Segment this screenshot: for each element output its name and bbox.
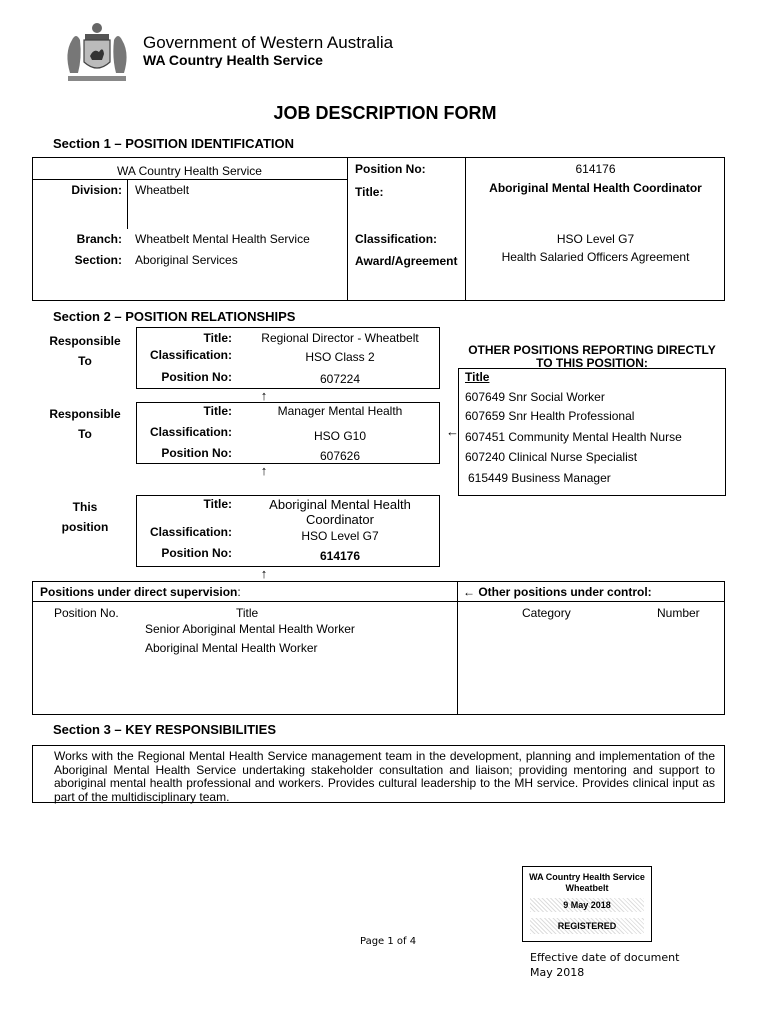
up-arrow-icon: ↑ (260, 566, 268, 581)
responsible-to-1-line2: To (78, 354, 92, 368)
org-value: WA Country Health Service (117, 164, 262, 178)
branch-label: Branch: (76, 232, 122, 246)
classification-value: HSO Level G7 (556, 232, 635, 246)
other-position-item: 607240 Clinical Nurse Specialist (465, 450, 638, 464)
responsible-to-1-line1: Responsible (49, 334, 121, 348)
resp2-pos-label: Position No: (161, 446, 232, 460)
section-value: Aboriginal Services (135, 253, 238, 267)
stamp-status: REGISTERED (557, 921, 617, 931)
this-position-line1: This (72, 500, 98, 514)
classification-label: Classification: (355, 232, 438, 246)
col-number: Number (657, 606, 700, 620)
resp1-title-label: Title: (203, 331, 232, 345)
other-position-item: 607649 Snr Social Worker (465, 390, 605, 404)
other-positions-heading-line1: OTHER POSITIONS REPORTING DIRECTLY (468, 343, 716, 357)
stamp-line1: WA Country Health Service (529, 872, 645, 882)
resp2-class-label: Classification: (149, 425, 232, 439)
effective-date: May 2018 (530, 966, 585, 979)
title-label: Title: (355, 185, 384, 199)
position-no-value: 614176 (575, 162, 616, 176)
resp1-class-label: Classification: (149, 348, 232, 362)
this-pos-value: 614176 (319, 549, 361, 563)
stamp-line2: Wheatbelt (565, 883, 609, 893)
resp1-class-value: HSO Class 2 (305, 350, 375, 364)
section2-heading: Section 2 – POSITION RELATIONSHIPS (53, 309, 296, 324)
supervision-header-divider (32, 601, 725, 602)
resp1-pos-label: Position No: (161, 370, 232, 384)
award-value: Health Salaried Officers Agreement (501, 250, 690, 264)
divider-col3 (465, 157, 466, 301)
other-control-label: ← Other positions under control: (463, 585, 652, 599)
org-name-line1: Government of Western Australia (143, 33, 394, 52)
other-position-item: 607659 Snr Health Professional (465, 409, 635, 423)
wa-crest-logo (58, 18, 136, 88)
division-label: Division: (71, 183, 122, 197)
resp1-title-value: Regional Director - Wheatbelt (261, 331, 419, 345)
page-number: Page 1 of 4 (360, 936, 417, 947)
this-title-label: Title: (203, 497, 232, 511)
section3-heading: Section 3 – KEY RESPONSIBILITIES (53, 722, 276, 737)
col-title: Title (236, 606, 259, 620)
resp2-title-value: Manager Mental Health (277, 404, 403, 418)
divider-col2 (347, 157, 348, 301)
other-position-item: 615449 Business Manager (468, 471, 611, 485)
supervision-label: Positions under direct supervision: (40, 585, 241, 599)
col-category: Category (522, 606, 571, 620)
stamp-date: 9 May 2018 (563, 900, 611, 910)
supervised-item: Aboriginal Mental Health Worker (145, 641, 318, 655)
responsible-to-2-line2: To (78, 427, 92, 441)
other-position-item: 607451 Community Mental Health Nurse (465, 430, 682, 444)
section-label: Section: (74, 253, 122, 267)
resp1-pos-value: 607224 (319, 372, 361, 386)
up-arrow-icon: ↑ (260, 388, 268, 403)
resp2-title-label: Title: (203, 404, 232, 418)
divider-row1 (32, 179, 347, 180)
other-positions-heading-line2: TO THIS POSITION: (536, 356, 648, 370)
this-pos-label: Position No: (161, 546, 232, 560)
resp2-class-value: HSO G10 (313, 429, 367, 443)
other-positions-title-label: Title (465, 370, 490, 384)
award-label: Award/Agreement (355, 254, 458, 268)
this-title-value: Aboriginal Mental Health Coordinator (269, 497, 411, 527)
up-arrow-icon: ↑ (260, 463, 268, 478)
left-arrow-icon: ← (446, 424, 459, 439)
left-arrow-icon: ← (463, 585, 479, 599)
responsible-to-2-line1: Responsible (49, 407, 121, 421)
effective-label: Effective date of document (530, 951, 680, 964)
branch-value: Wheatbelt Mental Health Service (135, 232, 310, 246)
division-value: Wheatbelt (135, 183, 190, 197)
section1-heading: Section 1 – POSITION IDENTIFICATION (53, 136, 295, 151)
this-class-label: Classification: (149, 525, 232, 539)
key-responsibilities-text: Works with the Regional Mental Health Service management team in the development, planning and implementation of the Aboriginal Mental Health Service undertaking stakeholder consultation and liaison; providing mentoring and support to aboriginal mental health professional and workers. Provides cultural leadership to the MH service. Provides clinical input as part of the multidisciplinary team. (54, 749, 715, 804)
divider-col1 (127, 179, 128, 229)
org-name-line2: WA Country Health Service (143, 52, 323, 68)
page-title: JOB DESCRIPTION FORM (273, 103, 497, 123)
resp2-pos-value: 607626 (319, 449, 361, 463)
this-class-value: HSO Level G7 (301, 529, 379, 543)
supervision-col-divider (457, 581, 458, 715)
title-value: Aboriginal Mental Health Coordinator (489, 181, 702, 195)
col-position-no: Position No. (54, 606, 119, 620)
supervised-item: Senior Aboriginal Mental Health Worker (145, 622, 355, 636)
position-no-label: Position No: (355, 162, 426, 176)
this-position-line2: position (61, 520, 109, 534)
